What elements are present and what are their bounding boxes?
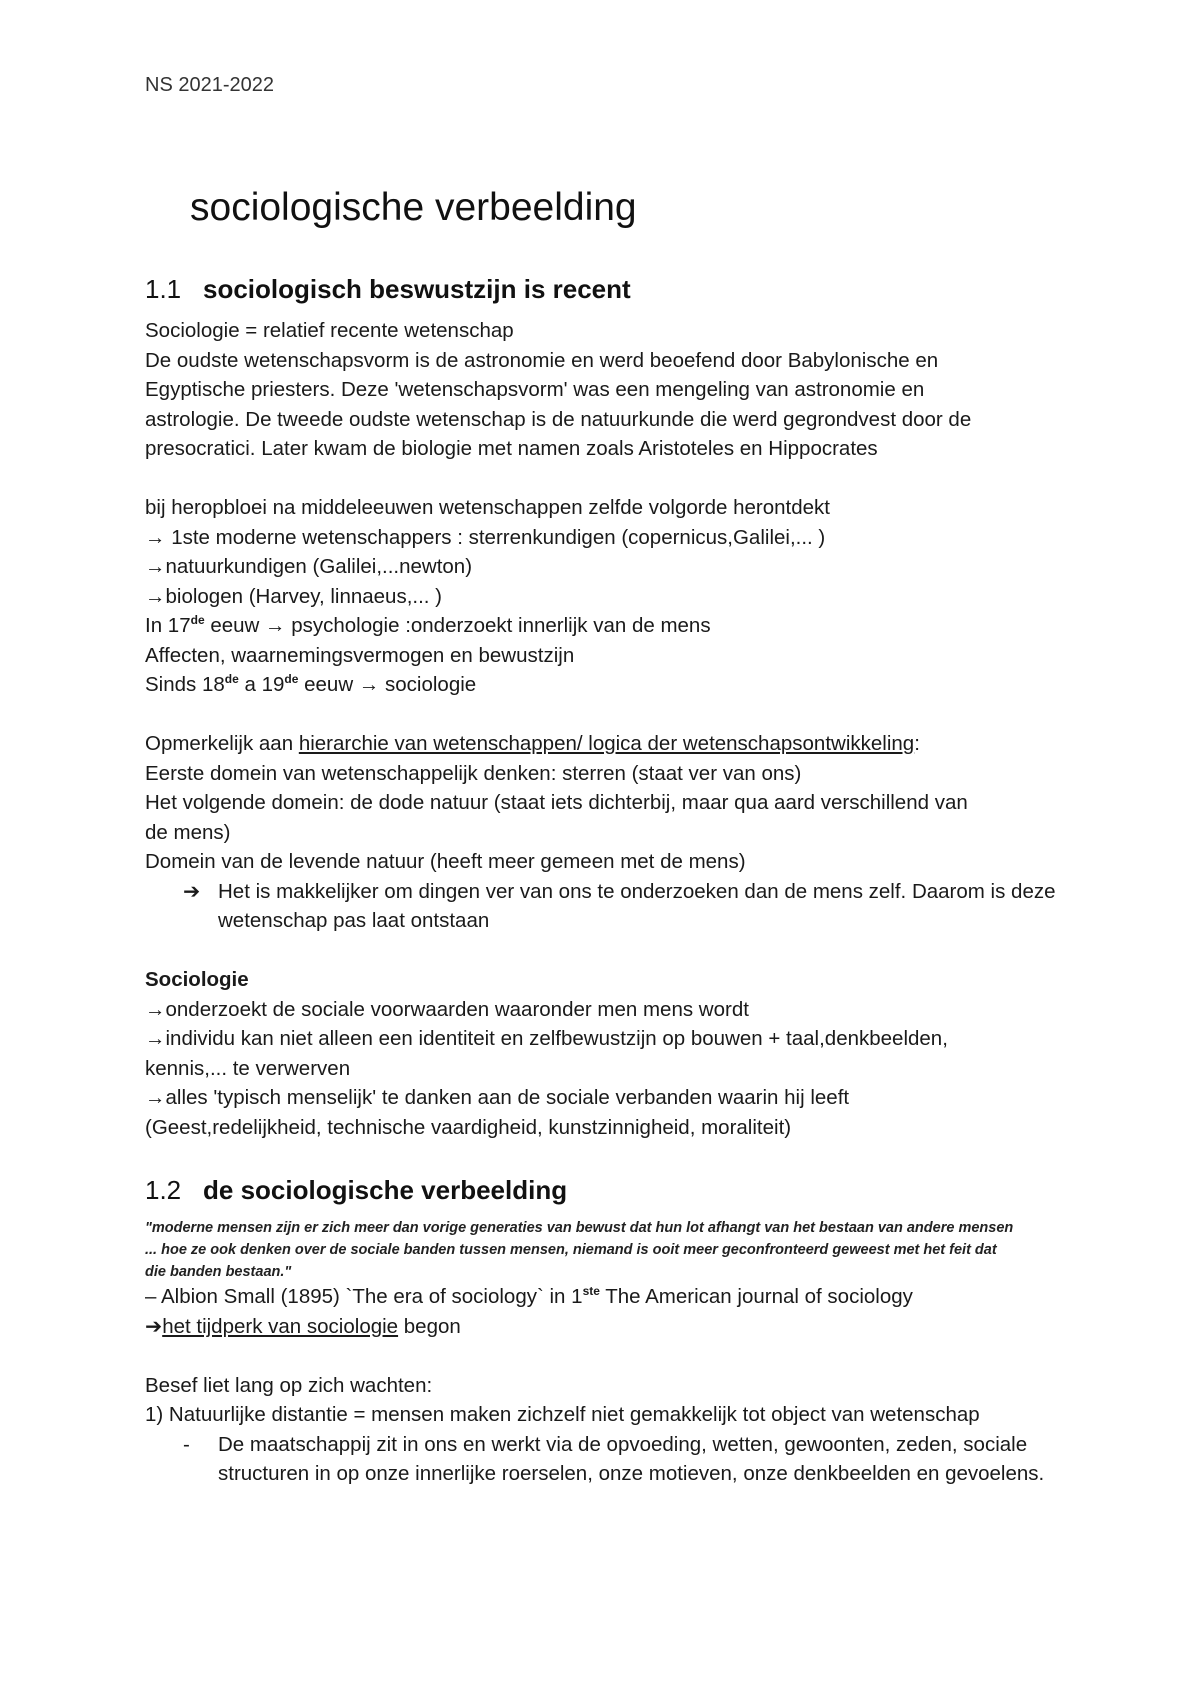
sub-bullet: - De maatschappij zit in ons en werkt via de opvoeding, wetten, gewoonten, zeden, sociale structuren in op onze innerlijke roerselen, onze motieven, onze denkbeelden en gevoelens. (145, 1430, 1075, 1489)
dash-bullet-icon: - (183, 1432, 190, 1456)
arrow-icon: → (145, 584, 166, 608)
spacer (145, 700, 1075, 730)
section-2-body (145, 1282, 1075, 1489)
attribution-line: – Albion Small (1895) `The era of sociology` in 1ste The American journal of sociology (145, 1284, 913, 1308)
sociologie-item-cont: kennis,... te verwerven (145, 1056, 351, 1080)
spacer (145, 936, 1075, 966)
section-1-title: sociologisch beswustzijn is recent (203, 274, 631, 304)
point-line: 1) Natuurlijke distantie = mensen maken zichzelf niet gemakkelijk tot object van wetenschap (145, 1403, 980, 1426)
quote-line: "moderne mensen zijn er zich meer dan vorige generaties van bewust dat hun lot afhangt van het bestaan van andere mensen (145, 1220, 1014, 1236)
domain-line: Eerste domein van wetenschappelijk denken: sterren (staat ver van ons) (145, 761, 802, 785)
conclusion-bullet: ➔ Het is makkelijker om dingen ver van ons te onderzoeken dan de mens zelf. Daarom is deze wetenschap pas laat ontstaan (145, 877, 1075, 936)
page-title: sociologische verbeelding (190, 186, 637, 229)
hierarchy-line: Opmerkelijk aan hierarchie van wetenschappen/ logica der wetenschapsontwikkeling: (145, 732, 920, 755)
arrow-icon: → (358, 673, 380, 696)
quote-block (145, 1217, 1075, 1283)
intro-line: presocratici. Later kwam de biologie met namen zoals Aristoteles en Hippocrates (145, 437, 878, 460)
arrow-icon: → (145, 555, 166, 578)
sociologie-item: →individu kan niet alleen een identiteit en zelfbewustzijn op bouwen + taal,denkbeelden, (145, 1027, 948, 1050)
arrow-icon: → (145, 997, 166, 1021)
hierarchy-underlined: hierarchie van wetenschappen/ logica der wetenschapsontwikkeling (298, 732, 915, 755)
quote-line: ... hoe ze ook denken over de sociale banden tussen mensen, niemand is ooit meer geconfronteerd geweest met het feit dat (145, 1242, 997, 1258)
arrow-icon: → (265, 614, 286, 637)
section-2-number: 1.2 (145, 1175, 182, 1205)
section-2-title: de sociologische verbeelding (203, 1175, 568, 1205)
arrow-bullet-icon: ➔ (183, 879, 201, 903)
page-header: NS 2021-2022 (145, 74, 274, 96)
intro-line: Sociologie = relatief recente wetenschap (145, 319, 514, 342)
domain-line: Het volgende domein: de dode natuur (staat iets dichterbij, maar qua aard verschillend van (145, 791, 968, 814)
affecten-line: Affecten, waarnemingsvermogen en bewustzijn (145, 643, 575, 667)
spacer (145, 464, 1075, 494)
section-1-heading (145, 274, 631, 305)
century-17-line: In 17de eeuw → psychologie :onderzoekt innerlijk van de mens (145, 613, 711, 637)
order-item: →natuurkundigen (Galilei,...newton) (145, 555, 473, 578)
domain-line: Domein van de levende natuur (heeft meer gemeen met de mens) (145, 850, 746, 873)
quote-line: die banden bestaan." (145, 1264, 292, 1280)
order-item: →biologen (Harvey, linnaeus,... ) (145, 584, 443, 608)
arrow-icon: → (145, 1027, 166, 1050)
arrow-icon: → (145, 525, 166, 549)
spacer (145, 1341, 1075, 1371)
section-2-heading (145, 1175, 567, 1206)
intro-line: De oudste wetenschapsvorm is de astronomie en werd beoefend door Babylonische en (145, 348, 939, 372)
century-18-line: Sinds 18de a 19de eeuw → sociologie (145, 672, 477, 696)
sociologie-item-cont: (Geest,redelijkheid, technische vaardigheid, kunstzinnigheid, moraliteit) (145, 1115, 792, 1139)
arrow-icon: → (145, 1086, 166, 1109)
section-1-number: 1.1 (145, 274, 182, 304)
era-underlined: het tijdperk van sociologie (162, 1314, 399, 1338)
intro-line: Egyptische priesters. Deze 'wetenschapsvorm' was een mengeling van astronomie en (145, 378, 925, 401)
domain-line: de mens) (145, 820, 231, 844)
era-line: ➔het tijdperk van sociologie begon (145, 1314, 461, 1338)
order-intro: bij heropbloei na middeleeuwen wetenschappen zelfde volgorde herontdekt (145, 496, 830, 519)
section-1-body (145, 316, 1075, 1142)
intro-line: astrologie. De tweede oudste wetenschap is de natuurkunde die werd gegrondvest door de (145, 407, 972, 431)
besef-line: Besef liet lang op zich wachten: (145, 1373, 433, 1397)
order-item: → 1ste moderne wetenschappers : sterrenkundigen (copernicus,Galilei,... ) (145, 525, 826, 549)
sociologie-item: →alles 'typisch menselijk' te danken aan de sociale verbanden waarin hij leeft (145, 1086, 850, 1109)
arrow-icon: ➔ (145, 1314, 163, 1338)
sociologie-heading: Sociologie (145, 968, 249, 991)
sociologie-item: →onderzoekt de sociale voorwaarden waaronder men mens wordt (145, 997, 749, 1021)
